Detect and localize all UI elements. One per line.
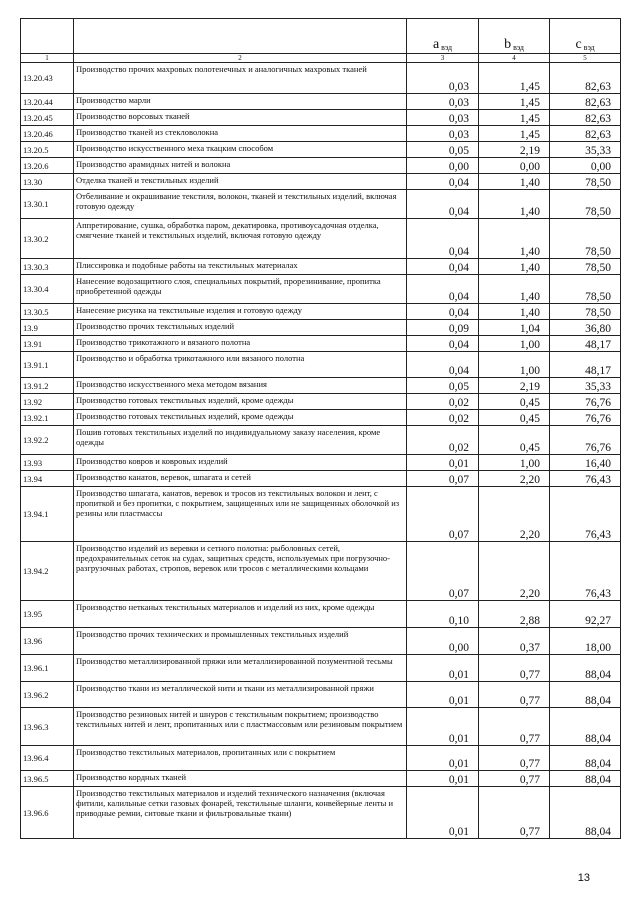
row-value-c: 78,50	[550, 219, 621, 259]
row-value-a: 0,01	[407, 787, 479, 839]
table-row	[21, 259, 621, 275]
row-value-a: 0,04	[407, 336, 479, 352]
header-cell-name	[74, 19, 407, 54]
row-value-a: 0,07	[407, 471, 479, 487]
row-value-c: 78,50	[550, 304, 621, 320]
table-row	[21, 410, 621, 426]
row-name: Производство прочих махровых полотенечных и аналогичных махровых тканей	[74, 63, 407, 94]
row-value-a: 0,02	[407, 394, 479, 410]
row-value-b: 0,45	[479, 410, 550, 426]
row-value-b: 0,77	[479, 655, 550, 682]
row-code: 13.20.43	[21, 63, 74, 94]
row-value-a: 0,03	[407, 94, 479, 110]
row-code: 13.20.5	[21, 142, 74, 158]
row-name: Производство текстильных материалов и изделий технического назначения (включая фитили, калильные сетки газовых фонарей, текстильные шланги, конвейерные ленты и приводные ремни, ситовые ткани и фильтровальные ткани)	[74, 787, 407, 839]
row-value-c: 88,04	[550, 787, 621, 839]
column-number: 1	[21, 54, 74, 63]
row-value-a: 0,07	[407, 487, 479, 542]
row-name: Производство канатов, веревок, шпагата и сетей	[74, 471, 407, 487]
header-cell-a: a $_{вэд}$	[407, 19, 479, 54]
table-row	[21, 378, 621, 394]
row-value-a: 0,04	[407, 352, 479, 378]
row-value-b: 0,77	[479, 682, 550, 708]
row-code: 13.91.2	[21, 378, 74, 394]
row-value-c: 76,43	[550, 471, 621, 487]
row-code: 13.30.2	[21, 219, 74, 259]
row-code: 13.20.46	[21, 126, 74, 142]
row-value-b: 0,77	[479, 771, 550, 787]
row-value-c: 76,76	[550, 410, 621, 426]
table-row	[21, 94, 621, 110]
table-row	[21, 304, 621, 320]
row-value-a: 0,01	[407, 682, 479, 708]
row-code: 13.94	[21, 471, 74, 487]
row-value-b: 0,77	[479, 746, 550, 771]
row-name: Пошив готовых текстильных изделий по индивидуальному заказу населения, кроме одежды	[74, 426, 407, 455]
row-name: Производство прочих текстильных изделий	[74, 320, 407, 336]
row-code: 13.91.1	[21, 352, 74, 378]
row-name: Нанесение водозащитного слоя, специальных покрытий, прорезинивание, пропитка приобретенной одежды	[74, 275, 407, 304]
row-value-a: 0,04	[407, 304, 479, 320]
row-value-a: 0,01	[407, 771, 479, 787]
row-value-a: 0,04	[407, 259, 479, 275]
row-value-c: 48,17	[550, 336, 621, 352]
row-value-a: 0,05	[407, 142, 479, 158]
row-value-c: 92,27	[550, 601, 621, 628]
row-code: 13.96	[21, 628, 74, 655]
row-value-c: 88,04	[550, 746, 621, 771]
row-value-b: 0,77	[479, 787, 550, 839]
row-value-b: 1,40	[479, 304, 550, 320]
row-value-b: 1,00	[479, 455, 550, 471]
row-value-b: 1,40	[479, 275, 550, 304]
row-value-a: 0,01	[407, 455, 479, 471]
row-code: 13.96.3	[21, 708, 74, 746]
row-value-b: 0,45	[479, 394, 550, 410]
table-row	[21, 352, 621, 378]
row-value-c: 35,33	[550, 378, 621, 394]
row-code: 13.30.1	[21, 190, 74, 219]
row-name: Производство текстильных материалов, пропитанных или с покрытием	[74, 746, 407, 771]
table-row	[21, 487, 621, 542]
row-code: 13.96.5	[21, 771, 74, 787]
table-row	[21, 746, 621, 771]
row-code: 13.96.4	[21, 746, 74, 771]
row-value-a: 0,04	[407, 219, 479, 259]
row-name: Производство марли	[74, 94, 407, 110]
row-name: Производство металлизированной пряжи или металлизированной позументной тесьмы	[74, 655, 407, 682]
row-value-b: 1,04	[479, 320, 550, 336]
row-name: Производство ткани из металлической нити и ткани из металлизированной пряжи	[74, 682, 407, 708]
header-cell-code	[21, 19, 74, 54]
column-number: 3	[407, 54, 479, 63]
row-value-c: 78,50	[550, 190, 621, 219]
row-value-a: 0,04	[407, 275, 479, 304]
row-name: Производство резиновых нитей и шнуров с текстильным покрытием; производство текстильных нитей и лент, пропитанных или с пластмассовым или резиновым покрытием	[74, 708, 407, 746]
row-value-b: 2,20	[479, 542, 550, 601]
row-name: Производство готовых текстильных изделий, кроме одежды	[74, 410, 407, 426]
coefficients-table-sheet	[20, 18, 620, 839]
row-value-a: 0,03	[407, 110, 479, 126]
row-value-a: 0,00	[407, 628, 479, 655]
table-row	[21, 190, 621, 219]
row-value-b: 2,88	[479, 601, 550, 628]
row-code: 13.92.2	[21, 426, 74, 455]
row-code: 13.95	[21, 601, 74, 628]
row-value-c: 76,76	[550, 426, 621, 455]
row-code: 13.93	[21, 455, 74, 471]
row-name: Производство изделий из веревки и сетного полотна: рыболовных сетей, предохранительных сеток на судах, защитных средств, используемых при погрузочно-разгрузочных работах, стропов, веревок или тросов с металлическими кольцами	[74, 542, 407, 601]
table-row	[21, 142, 621, 158]
row-value-c: 35,33	[550, 142, 621, 158]
row-value-b: 0,37	[479, 628, 550, 655]
row-value-b: 1,45	[479, 63, 550, 94]
row-code: 13.20.45	[21, 110, 74, 126]
table-row	[21, 126, 621, 142]
row-name: Производство ворсовых тканей	[74, 110, 407, 126]
row-code: 13.20.44	[21, 94, 74, 110]
page-number: 13	[577, 872, 590, 884]
row-value-a: 0,04	[407, 190, 479, 219]
row-value-c: 78,50	[550, 174, 621, 190]
row-name: Производство нетканых текстильных материалов и изделий из них, кроме одежды	[74, 601, 407, 628]
row-value-c: 88,04	[550, 708, 621, 746]
row-value-a: 0,02	[407, 426, 479, 455]
row-code: 13.30.5	[21, 304, 74, 320]
row-value-c: 48,17	[550, 352, 621, 378]
column-number: 4	[479, 54, 550, 63]
row-code: 13.30	[21, 174, 74, 190]
row-value-a: 0,01	[407, 655, 479, 682]
row-name: Производство арамидных нитей и волокна	[74, 158, 407, 174]
row-value-a: 0,00	[407, 158, 479, 174]
row-value-c: 78,50	[550, 275, 621, 304]
row-value-c: 76,43	[550, 487, 621, 542]
row-value-b: 1,00	[479, 336, 550, 352]
row-value-c: 82,63	[550, 126, 621, 142]
row-value-c: 82,63	[550, 94, 621, 110]
row-value-c: 82,63	[550, 63, 621, 94]
row-value-c: 0,00	[550, 158, 621, 174]
row-value-b: 2,20	[479, 471, 550, 487]
row-name: Производство тканей из стекловолокна	[74, 126, 407, 142]
column-number: 5	[550, 54, 621, 63]
table-row	[21, 63, 621, 94]
row-code: 13.20.6	[21, 158, 74, 174]
table-row	[21, 601, 621, 628]
row-name: Производство ковров и ковровых изделий	[74, 455, 407, 471]
row-code: 13.94.2	[21, 542, 74, 601]
row-value-a: 0,07	[407, 542, 479, 601]
row-value-c: 88,04	[550, 655, 621, 682]
table-row	[21, 708, 621, 746]
table-row	[21, 542, 621, 601]
table-row	[21, 455, 621, 471]
row-code: 13.30.3	[21, 259, 74, 275]
table-row	[21, 682, 621, 708]
table-row	[21, 219, 621, 259]
table-row	[21, 426, 621, 455]
row-name: Производство искусственного меха методом вязания	[74, 378, 407, 394]
row-code: 13.91	[21, 336, 74, 352]
row-value-c: 18,00	[550, 628, 621, 655]
row-value-a: 0,01	[407, 746, 479, 771]
table-row	[21, 787, 621, 839]
row-name: Отбеливание и окрашивание текстиля, волокон, тканей и текстильных изделий, включая готовую одежду	[74, 190, 407, 219]
row-value-b: 1,40	[479, 219, 550, 259]
table-header-row	[21, 19, 621, 54]
header-cell-c: c $_{вэд}$	[550, 19, 621, 54]
row-value-b: 0,00	[479, 158, 550, 174]
row-code: 13.96.2	[21, 682, 74, 708]
row-value-b: 2,20	[479, 487, 550, 542]
row-value-b: 0,77	[479, 708, 550, 746]
table-row	[21, 655, 621, 682]
column-number: 2	[74, 54, 407, 63]
row-name: Плиссировка и подобные работы на текстильных материалах	[74, 259, 407, 275]
table-row	[21, 158, 621, 174]
row-code: 13.96.6	[21, 787, 74, 839]
row-value-a: 0,02	[407, 410, 479, 426]
row-value-b: 1,40	[479, 190, 550, 219]
row-value-a: 0,01	[407, 708, 479, 746]
row-name: Производство и обработка трикотажного или вязаного полотна	[74, 352, 407, 378]
row-value-c: 76,43	[550, 542, 621, 601]
row-value-b: 1,45	[479, 94, 550, 110]
row-name: Отделка тканей и текстильных изделий	[74, 174, 407, 190]
table-row	[21, 275, 621, 304]
row-value-a: 0,04	[407, 174, 479, 190]
row-code: 13.94.1	[21, 487, 74, 542]
row-value-b: 2,19	[479, 378, 550, 394]
row-value-c: 76,76	[550, 394, 621, 410]
row-value-c: 88,04	[550, 682, 621, 708]
row-value-b: 1,40	[479, 174, 550, 190]
row-value-b: 1,40	[479, 259, 550, 275]
header-cell-b: b $_{вэд}$	[479, 19, 550, 54]
row-value-a: 0,03	[407, 126, 479, 142]
row-value-b: 1,00	[479, 352, 550, 378]
row-value-a: 0,10	[407, 601, 479, 628]
row-value-b: 1,45	[479, 126, 550, 142]
row-code: 13.92.1	[21, 410, 74, 426]
row-value-c: 78,50	[550, 259, 621, 275]
row-name: Производство искусственного меха ткацким способом	[74, 142, 407, 158]
row-name: Производство готовых текстильных изделий, кроме одежды	[74, 394, 407, 410]
table-row	[21, 628, 621, 655]
column-number-row	[21, 54, 621, 63]
table-row	[21, 174, 621, 190]
row-name: Нанесение рисунка на текстильные изделия и готовую одежду	[74, 304, 407, 320]
row-value-c: 36,80	[550, 320, 621, 336]
row-code: 13.92	[21, 394, 74, 410]
row-value-b: 2,19	[479, 142, 550, 158]
coefficients-table	[20, 18, 621, 839]
row-value-b: 0,45	[479, 426, 550, 455]
table-row	[21, 336, 621, 352]
row-name: Аппретирование, сушка, обработка паром, декатировка, противоусадочная отделка, смягчение тканей и текстильных изделий, включая готовую одежду	[74, 219, 407, 259]
row-name: Производство шпагата, канатов, веревок и тросов из текстильных волокон и лент, с пропиткой и без пропитки, с покрытием, защищенных или не защищенных оболочкой из резины или пластмассы	[74, 487, 407, 542]
row-name: Производство трикотажного и вязаного полотна	[74, 336, 407, 352]
row-value-a: 0,09	[407, 320, 479, 336]
row-code: 13.9	[21, 320, 74, 336]
row-value-b: 1,45	[479, 110, 550, 126]
row-code: 13.96.1	[21, 655, 74, 682]
row-value-a: 0,03	[407, 63, 479, 94]
row-code: 13.30.4	[21, 275, 74, 304]
row-name: Производство кордных тканей	[74, 771, 407, 787]
row-value-c: 16,40	[550, 455, 621, 471]
table-row	[21, 471, 621, 487]
row-value-a: 0,05	[407, 378, 479, 394]
table-row	[21, 110, 621, 126]
row-value-c: 88,04	[550, 771, 621, 787]
table-row	[21, 394, 621, 410]
row-value-c: 82,63	[550, 110, 621, 126]
table-row	[21, 320, 621, 336]
row-name: Производство прочих технических и промышленных текстильных изделий	[74, 628, 407, 655]
table-row	[21, 771, 621, 787]
